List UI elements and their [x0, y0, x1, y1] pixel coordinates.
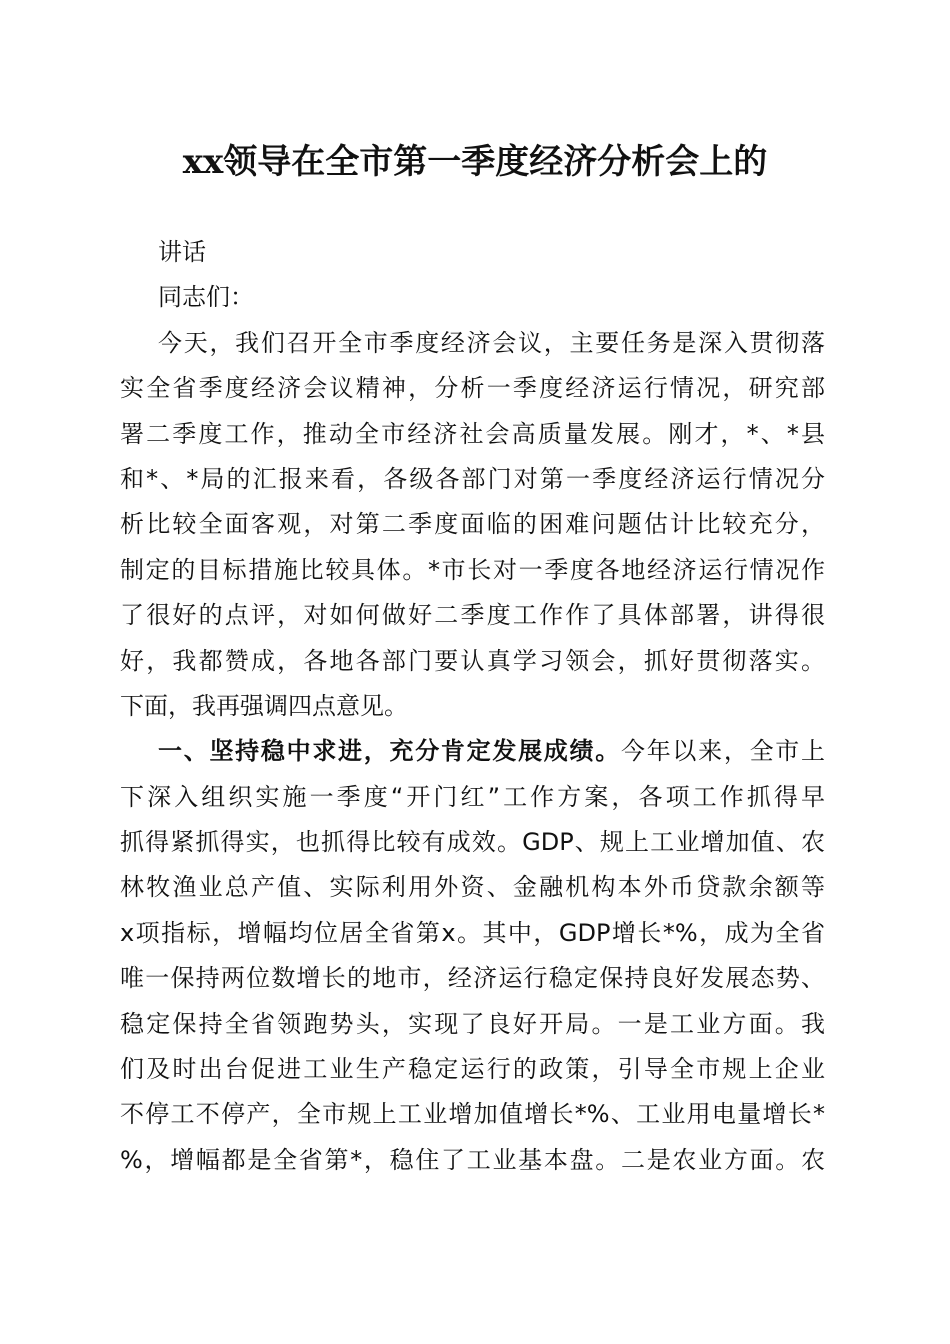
body-line	[120, 548, 825, 593]
body-line	[120, 1002, 825, 1047]
body-line	[120, 1047, 825, 1092]
body-line-text: 制定的目标措施比较具体。*市长对一季度各地经济运行情况作	[120, 555, 825, 584]
body-line-text: 同志们：	[158, 283, 254, 312]
body-line	[120, 684, 825, 729]
body-line	[120, 593, 825, 638]
body-line-text: 下深入组织实施一季度“开门红”工作方案，各项工作抓得早	[120, 782, 825, 811]
body-line-text: 今年以来，全市上	[620, 737, 825, 766]
body-line-text: 唯一保持两位数增长的地市，经济运行稳定保持良好发展态势、	[120, 964, 825, 993]
body-line	[120, 729, 825, 774]
body-line-text: x项指标，增幅均位居全省第x。其中，GDP增长*%，成为全省	[120, 918, 825, 947]
body-line-text: 不停工不停产，全市规上工业增加值增长*%、工业用电量增长*	[120, 1100, 825, 1129]
body-line	[120, 775, 825, 820]
body-line-text: 好，我都赞成，各地各部门要认真学习领会，抓好贯彻落实。	[120, 646, 825, 675]
body-line-text: 稳定保持全省领跑势头，实现了良好开局。一是工业方面。我	[120, 1009, 825, 1038]
body-line	[120, 639, 825, 684]
body-line	[120, 275, 825, 320]
body-line-text: 署二季度工作，推动全市经济社会高质量发展。刚才，*、*县	[120, 419, 825, 448]
body-line-text: 了很好的点评，对如何做好二季度工作作了具体部署，讲得很	[120, 601, 825, 630]
body-line-text: 今天，我们召开全市季度经济会议，主要任务是深入贯彻落	[158, 328, 825, 357]
body-line	[120, 911, 825, 956]
body-line	[120, 1092, 825, 1137]
body-line-text: 实全省季度经济会议精神，分析一季度经济运行情况，研究部	[120, 374, 825, 403]
body-line	[120, 321, 825, 366]
body-line	[120, 502, 825, 547]
body-line	[120, 865, 825, 910]
body-line-text: 们及时出台促进工业生产稳定运行的政策，引导全市规上企业	[120, 1055, 825, 1084]
body-line-text: 讲话	[158, 238, 206, 266]
body-line	[120, 1138, 825, 1183]
body-line-text: 下面，我再强调四点意见。	[120, 691, 408, 720]
body-line	[120, 956, 825, 1001]
body-line	[120, 230, 825, 275]
body-line-text: 抓得紧抓得实，也抓得比较有成效。GDP、规上工业增加值、农	[120, 828, 825, 857]
section-heading: 一、坚持稳中求进，充分肯定发展成绩。	[158, 737, 621, 766]
document-title: xx领导在全市第一季度经济分析会上的	[182, 142, 768, 182]
body-line	[120, 412, 825, 457]
body-line-text: 析比较全面客观，对第二季度面临的困难问题估计比较充分，	[120, 510, 825, 539]
body-line-text: 和*、*局的汇报来看，各级各部门对第一季度经济运行情况分	[120, 464, 825, 493]
body-line-text: 林牧渔业总产值、实际利用外资、金融机构本外币贷款余额等	[120, 873, 825, 902]
body-line	[120, 366, 825, 411]
body-line	[120, 457, 825, 502]
document-body	[120, 230, 825, 1183]
body-line-text: %，增幅都是全省第*，稳住了工业基本盘。二是农业方面。农	[120, 1145, 825, 1174]
body-line	[120, 820, 825, 865]
